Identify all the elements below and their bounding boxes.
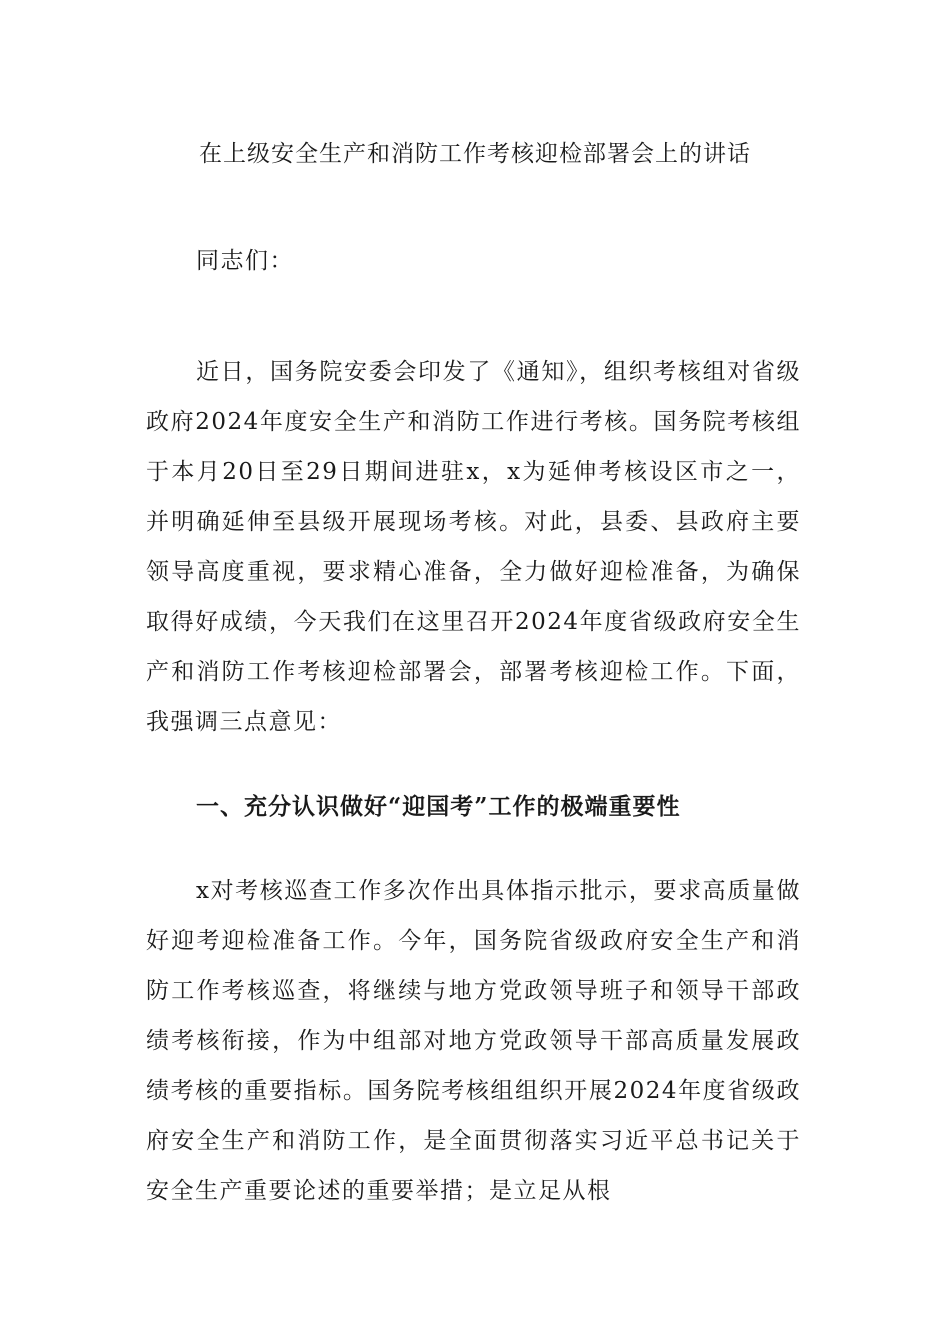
body-paragraph: 近日，国务院安委会印发了《通知》，组织考核组对省级政府2024年度安全生产和消防工作进行考核。国务院考核组于本月20日至29日期间进驻x，x为延伸考核设区市之一，并明确延伸至县级开展现场考核。对此，县委、县政府主要领导高度重视，要求精心准备，全力做好迎检准备，为确保取得好成绩，今天我们在这里召开2024年度省级政府安全生产和消防工作考核迎检部署会，部署考核迎检工作。下面，我强调三点意见：	[146, 359, 801, 735]
salutation: 同志们：	[196, 248, 294, 274]
document-title: 在上级安全生产和消防工作考核迎检部署会上的讲话	[199, 141, 751, 167]
body-paragraph: x对考核巡查工作多次作出具体指示批示，要求高质量做好迎考迎检准备工作。今年，国务院省级政府安全生产和消防工作考核巡查，将继续与地方党政领导班子和领导干部政绩考核衔接，作为中组部对地方党政领导干部高质量发展政绩考核的重要指标。国务院考核组组织开展2024年度省级政府安全生产和消防工作，是全面贯彻落实习近平总书记关于安全生产重要论述的重要举措；是立足从根	[146, 878, 801, 1204]
section-heading: 一、充分认识做好“迎国考”工作的极端重要性	[196, 793, 681, 820]
